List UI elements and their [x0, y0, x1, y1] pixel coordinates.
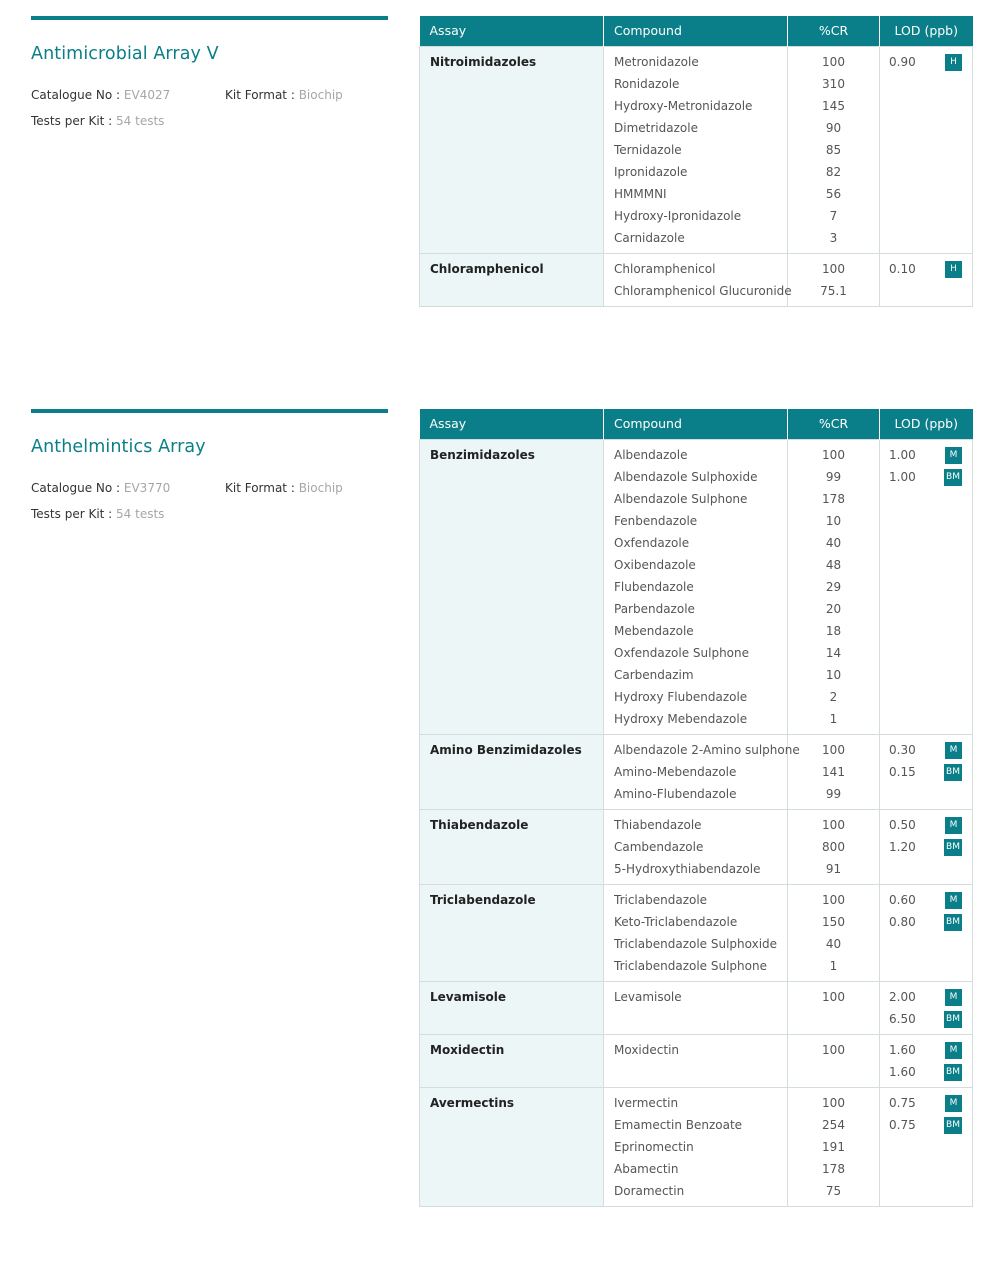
kit-format-value: Biochip — [298, 481, 343, 495]
assay-cell — [420, 1087, 604, 1206]
cross-reactivity-value: 10 — [825, 667, 842, 682]
compound-name: Moxidectin — [614, 1042, 680, 1057]
table-row — [420, 981, 973, 1034]
cross-reactivity-value: 100 — [822, 54, 845, 69]
assay-cell — [420, 1034, 604, 1087]
cross-reactivity-value: 85 — [825, 142, 842, 157]
compound-name: Flubendazole — [614, 579, 694, 594]
cr-cell — [788, 1087, 880, 1206]
matrix-badge: BM — [944, 1011, 962, 1028]
matrix-badge: M — [945, 1095, 962, 1112]
compound-cell — [604, 1087, 788, 1206]
compound-name: Chloramphenicol Glucuronide — [614, 283, 792, 298]
lod-cell — [880, 809, 973, 884]
cross-reactivity-value: 29 — [825, 579, 842, 594]
kit-format — [225, 88, 343, 102]
cr-cell — [788, 439, 880, 734]
compound-name: Amino-Flubendazole — [614, 786, 737, 801]
cross-reactivity-value: 100 — [822, 1095, 845, 1110]
compound-column-header: Compound — [604, 16, 788, 46]
lod-entry — [880, 889, 972, 911]
cross-reactivity-value: 178 — [822, 1161, 845, 1176]
cross-reactivity-value: 7 — [829, 208, 838, 223]
table-row — [420, 46, 973, 253]
compound-name: Albendazole — [614, 447, 688, 462]
compound-name: Albendazole Sulphoxide — [614, 469, 758, 484]
matrix-badge: M — [945, 892, 962, 909]
divider — [31, 409, 388, 413]
cross-reactivity-value: 100 — [822, 892, 845, 907]
cross-reactivity-value: 800 — [822, 839, 845, 854]
compound-name: Doramectin — [614, 1183, 685, 1198]
kit-format — [225, 481, 343, 495]
lod-entry — [880, 444, 972, 466]
lod-entry — [880, 466, 972, 488]
compound-name: Parbendazole — [614, 601, 695, 616]
meta-row — [31, 507, 388, 533]
compound-name: Oxfendazole Sulphone — [614, 645, 750, 660]
assay-name: Chloramphenicol — [430, 261, 544, 276]
array-title: Anthelmintics Array — [31, 437, 206, 457]
compound-name: Oxibendazole — [614, 557, 696, 572]
matrix-badge: M — [945, 989, 962, 1006]
lod-entry — [880, 1061, 972, 1083]
compound-name: Ivermectin — [614, 1095, 679, 1110]
matrix-badge: M — [945, 447, 962, 464]
cross-reactivity-value: 99 — [825, 786, 842, 801]
compound-name: Albendazole Sulphone — [614, 491, 748, 506]
lod-value: 1.20 — [889, 839, 916, 854]
compound-name: Triclabendazole — [614, 892, 708, 907]
catalogue-number — [31, 88, 170, 102]
lod-value: 0.60 — [889, 892, 916, 907]
lod-entry — [880, 1092, 972, 1114]
cr-column-header: %CR — [788, 409, 880, 439]
compound-name: Levamisole — [614, 989, 682, 1004]
compound-cell — [604, 1034, 788, 1087]
cr-cell — [788, 1034, 880, 1087]
lod-entry — [880, 986, 972, 1008]
compound-name: Amino-Mebendazole — [614, 764, 737, 779]
assay-cell — [420, 439, 604, 734]
compound-name: Hydroxy Mebendazole — [614, 711, 748, 726]
lod-value: 0.90 — [889, 54, 916, 69]
lod-cell — [880, 734, 973, 809]
cr-cell — [788, 884, 880, 981]
matrix-badge: M — [945, 817, 962, 834]
cross-reactivity-value: 145 — [822, 98, 845, 113]
assay-cell — [420, 809, 604, 884]
assay-name: Thiabendazole — [430, 817, 529, 832]
assay-cell — [420, 734, 604, 809]
matrix-badge: BM — [944, 839, 962, 856]
assay-name: Moxidectin — [430, 1042, 505, 1057]
lod-value: 1.60 — [889, 1042, 916, 1057]
cross-reactivity-value: 48 — [825, 557, 842, 572]
compound-cell — [604, 46, 788, 253]
lod-cell — [880, 46, 973, 253]
tests-per-kit-label: Tests per Kit : — [31, 507, 113, 521]
cross-reactivity-value: 56 — [825, 186, 842, 201]
matrix-badge: H — [945, 54, 962, 71]
catalogue-label: Catalogue No : — [31, 88, 121, 102]
cross-reactivity-value: 99 — [825, 469, 842, 484]
matrix-badge: BM — [944, 1064, 962, 1081]
cross-reactivity-value: 3 — [829, 230, 838, 245]
table-header-row — [420, 16, 973, 46]
cr-column-header: %CR — [788, 16, 880, 46]
matrix-badge: BM — [944, 1117, 962, 1134]
matrix-badge: M — [945, 1042, 962, 1059]
cross-reactivity-value: 100 — [822, 742, 845, 757]
assay-name: Benzimidazoles — [430, 447, 535, 462]
compound-name: Ternidazole — [614, 142, 682, 157]
lod-value: 2.00 — [889, 989, 916, 1004]
cross-reactivity-value: 82 — [825, 164, 842, 179]
compound-name: Cambendazole — [614, 839, 704, 854]
compound-name: Oxfendazole — [614, 535, 690, 550]
assay-name: Triclabendazole — [430, 892, 536, 907]
lod-value: 0.80 — [889, 914, 916, 929]
meta-row — [31, 114, 388, 140]
compound-name: Mebendazole — [614, 623, 694, 638]
table-row — [420, 253, 973, 306]
compound-name: Ronidazole — [614, 76, 680, 91]
lod-entry — [880, 258, 972, 280]
assay-cell — [420, 46, 604, 253]
cr-cell — [788, 734, 880, 809]
matrix-badge: H — [945, 261, 962, 278]
cross-reactivity-value: 191 — [822, 1139, 845, 1154]
matrix-badge: BM — [944, 764, 962, 781]
lod-cell — [880, 1034, 973, 1087]
assay-name: Amino Benzimidazoles — [430, 742, 582, 757]
table-row — [420, 884, 973, 981]
cross-reactivity-value: 100 — [822, 1042, 845, 1057]
meta-row — [31, 88, 388, 114]
lod-cell — [880, 439, 973, 734]
cross-reactivity-value: 1 — [829, 958, 838, 973]
compound-name: HMMMNI — [614, 186, 667, 201]
compound-name: Triclabendazole Sulphoxide — [614, 936, 778, 951]
lod-cell — [880, 253, 973, 306]
compound-name: Eprinomectin — [614, 1139, 694, 1154]
table-row — [420, 734, 973, 809]
cross-reactivity-value: 150 — [822, 914, 845, 929]
compound-name: Hydroxy-Ipronidazole — [614, 208, 742, 223]
cr-cell — [788, 809, 880, 884]
lod-entry — [880, 51, 972, 73]
array-info — [31, 16, 388, 140]
lod-entry — [880, 1008, 972, 1030]
lod-value: 1.00 — [889, 447, 916, 462]
compound-name: Carnidazole — [614, 230, 685, 245]
assay-column-header: Assay — [420, 16, 604, 46]
compound-name: Fenbendazole — [614, 513, 698, 528]
compound-name: Metronidazole — [614, 54, 699, 69]
lod-value: 0.75 — [889, 1117, 916, 1132]
compound-name: Keto-Triclabendazole — [614, 914, 738, 929]
lod-value: 0.10 — [889, 261, 916, 276]
cross-reactivity-value: 75 — [825, 1183, 842, 1198]
compound-name: Dimetridazole — [614, 120, 698, 135]
matrix-badge: BM — [944, 469, 962, 486]
assay-table — [419, 16, 973, 307]
cross-reactivity-value: 178 — [822, 491, 845, 506]
lod-value: 0.75 — [889, 1095, 916, 1110]
matrix-badge: BM — [944, 914, 962, 931]
table-body — [420, 46, 973, 306]
assay-cell — [420, 981, 604, 1034]
lod-cell — [880, 884, 973, 981]
cross-reactivity-value: 1 — [829, 711, 838, 726]
lod-entry — [880, 911, 972, 933]
compound-cell — [604, 981, 788, 1034]
assay-table — [419, 409, 973, 1207]
cr-cell — [788, 46, 880, 253]
compound-name: Thiabendazole — [614, 817, 702, 832]
divider — [31, 16, 388, 20]
lod-cell — [880, 1087, 973, 1206]
cross-reactivity-value: 100 — [822, 817, 845, 832]
assay-name: Nitroimidazoles — [430, 54, 537, 69]
compound-cell — [604, 734, 800, 809]
assay-cell — [420, 253, 604, 306]
catalogue-number — [31, 481, 170, 495]
lod-entry — [880, 1114, 972, 1136]
lod-value: 1.00 — [889, 469, 916, 484]
cross-reactivity-value: 40 — [825, 936, 842, 951]
compound-name: Ipronidazole — [614, 164, 688, 179]
compound-name: Emamectin Benzoate — [614, 1117, 743, 1132]
table-body — [420, 439, 973, 1206]
cross-reactivity-value: 18 — [825, 623, 842, 638]
lod-value: 1.60 — [889, 1064, 916, 1079]
compound-name: 5-Hydroxythiabendazole — [614, 861, 761, 876]
cross-reactivity-value: 254 — [822, 1117, 845, 1132]
compound-cell — [604, 439, 788, 734]
cross-reactivity-value: 75.1 — [820, 283, 847, 298]
cross-reactivity-value: 90 — [825, 120, 842, 135]
cr-cell — [788, 253, 880, 306]
compound-name: Triclabendazole Sulphone — [614, 958, 767, 973]
cross-reactivity-value: 40 — [825, 535, 842, 550]
assay-cell — [420, 884, 604, 981]
compound-cell — [604, 809, 788, 884]
cross-reactivity-value: 100 — [822, 447, 845, 462]
compound-column-header: Compound — [604, 409, 788, 439]
array-info — [31, 409, 388, 533]
table-row — [420, 439, 973, 734]
table-row — [420, 1087, 973, 1206]
assay-column-header: Assay — [420, 409, 604, 439]
table-header-row — [420, 409, 973, 439]
compound-name: Abamectin — [614, 1161, 679, 1176]
matrix-badge: M — [945, 742, 962, 759]
cross-reactivity-value: 10 — [825, 513, 842, 528]
tests-per-kit-value: 54 tests — [116, 114, 165, 128]
cross-reactivity-value: 100 — [822, 989, 845, 1004]
table-row — [420, 1034, 973, 1087]
compound-cell — [604, 253, 792, 306]
cross-reactivity-value: 14 — [825, 645, 842, 660]
lod-value: 0.50 — [889, 817, 916, 832]
cr-cell — [788, 981, 880, 1034]
lod-value: 6.50 — [889, 1011, 916, 1026]
compound-cell — [604, 884, 788, 981]
compound-name: Hydroxy Flubendazole — [614, 689, 748, 704]
meta-row — [31, 481, 388, 507]
array-title: Antimicrobial Array V — [31, 44, 219, 64]
catalogue-value: EV4027 — [123, 88, 171, 102]
compound-name: Chloramphenicol — [614, 261, 716, 276]
cross-reactivity-value: 100 — [822, 261, 845, 276]
catalogue-value: EV3770 — [123, 481, 171, 495]
assay-name: Avermectins — [430, 1095, 515, 1110]
lod-entry — [880, 836, 972, 858]
kit-format-value: Biochip — [298, 88, 343, 102]
tests-per-kit — [31, 507, 164, 521]
compound-name: Albendazole 2-Amino sulphone — [614, 742, 800, 757]
lod-column-header: LOD (ppb) — [880, 409, 973, 439]
lod-entry — [880, 1039, 972, 1061]
kit-format-label: Kit Format : — [225, 88, 295, 102]
lod-column-header: LOD (ppb) — [880, 16, 973, 46]
lod-value: 0.30 — [889, 742, 916, 757]
table-row — [420, 809, 973, 884]
tests-per-kit-value: 54 tests — [116, 507, 165, 521]
cross-reactivity-value: 310 — [822, 76, 845, 91]
compound-name: Hydroxy-Metronidazole — [614, 98, 753, 113]
lod-entry — [880, 739, 972, 761]
assay-name: Levamisole — [430, 989, 506, 1004]
lod-value: 0.15 — [889, 764, 916, 779]
lod-entry — [880, 814, 972, 836]
cross-reactivity-value: 141 — [822, 764, 845, 779]
cross-reactivity-value: 91 — [825, 861, 842, 876]
cross-reactivity-value: 20 — [825, 601, 842, 616]
cross-reactivity-value: 2 — [829, 689, 838, 704]
catalogue-label: Catalogue No : — [31, 481, 121, 495]
kit-format-label: Kit Format : — [225, 481, 295, 495]
lod-entry — [880, 761, 972, 783]
tests-per-kit — [31, 114, 164, 128]
compound-name: Carbendazim — [614, 667, 694, 682]
tests-per-kit-label: Tests per Kit : — [31, 114, 113, 128]
lod-cell — [880, 981, 973, 1034]
